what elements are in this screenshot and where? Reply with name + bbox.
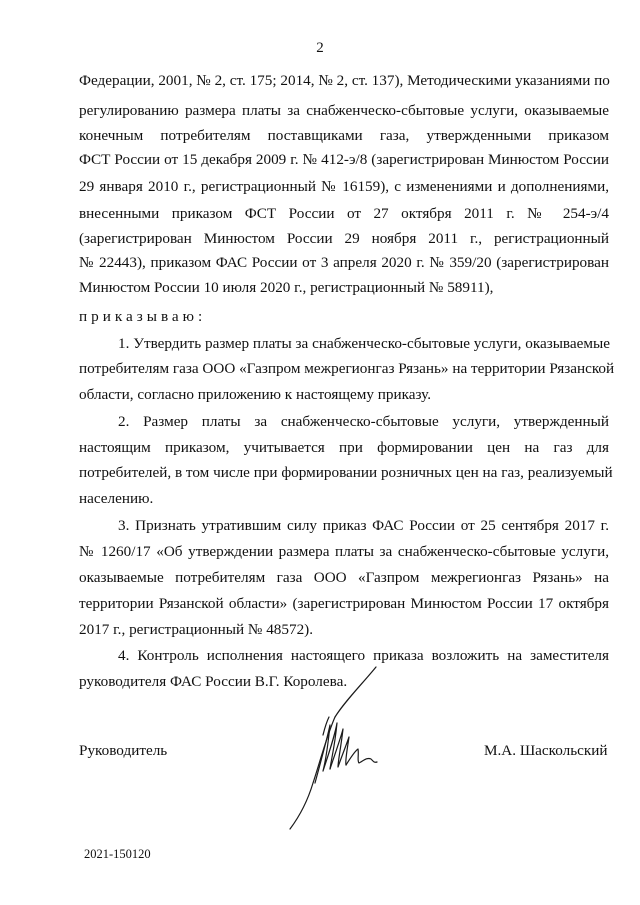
item-3-line: территории Рязанской области» (зарегистрирован Минюстом России 17 октября xyxy=(79,595,609,612)
item-3-line: № 1260/17 «Об утверждении размера платы за снабженческо-сбытовые услуги, xyxy=(79,543,609,560)
item-2-line: 2. Размер платы за снабженческо-сбытовые услуги, утвержденный xyxy=(118,413,609,430)
preamble-line: Федерации, 2001, № 2, ст. 175; 2014, № 2, ст. 137), Методическими указаниями по xyxy=(79,72,610,89)
signatory-title: Руководитель xyxy=(79,742,168,759)
preamble-line: регулированию размера платы за снабженческо-сбытовые услуги, оказываемые xyxy=(79,102,609,119)
preamble-line: ФСТ России от 15 декабря 2009 г. № 412-э/8 (зарегистрирован Минюстом России xyxy=(79,151,609,168)
item-3-line: 2017 г., регистрационный № 48572). xyxy=(79,621,314,638)
preamble-line: Минюстом России 10 июля 2020 г., регистрационный № 58911), xyxy=(79,279,494,296)
item-3-line: оказываемые потребителям газа ООО «Газпром межрегионгаз Рязань» на xyxy=(79,569,609,586)
item-4-line: руководителя ФАС России В.Г. Королева. xyxy=(79,673,348,690)
item-4-line: 4. Контроль исполнения настоящего приказа возложить на заместителя xyxy=(118,647,609,664)
item-2-line: населению. xyxy=(79,490,154,507)
item-2-line: потребителей, в том числе при формировании розничных цен на газ, реализуемый xyxy=(79,464,613,481)
item-3-line: 3. Признать утратившим силу приказ ФАС России от 25 сентября 2017 г. xyxy=(118,517,609,534)
preamble-line: 29 января 2010 г., регистрационный № 16159), с изменениями и дополнениями, xyxy=(79,178,609,195)
preamble-line: конечным потребителям поставщиками газа, утвержденными приказом xyxy=(79,127,609,144)
preamble-line: № 22443), приказом ФАС России от 3 апреля 2020 г. № 359/20 (зарегистрирован xyxy=(79,254,609,271)
page-number: 2 xyxy=(316,40,324,56)
preamble-line: (зарегистрирован Минюстом России 29 ноября 2011 г., регистрационный xyxy=(79,230,609,247)
item-1-line: 1. Утвердить размер платы за снабженческо-сбытовые услуги, оказываемые xyxy=(118,335,610,352)
preamble-line: внесенными приказом ФСТ России от 27 октября 2011 г. № 254-э/4 xyxy=(79,205,609,222)
item-2-line: настоящим приказом, учитывается при формировании цен на газ для xyxy=(79,439,609,456)
item-1-line: потребителям газа ООО «Газпром межрегионгаз Рязань» на территории Рязанской xyxy=(79,360,615,377)
order-word: приказываю: xyxy=(79,308,207,325)
item-1-line: области, согласно приложению к настоящему приказу. xyxy=(79,386,432,403)
signatory-name: М.А. Шаскольский xyxy=(484,742,608,759)
handwritten-signature xyxy=(283,665,393,835)
document-code: 2021-150120 xyxy=(84,847,151,861)
